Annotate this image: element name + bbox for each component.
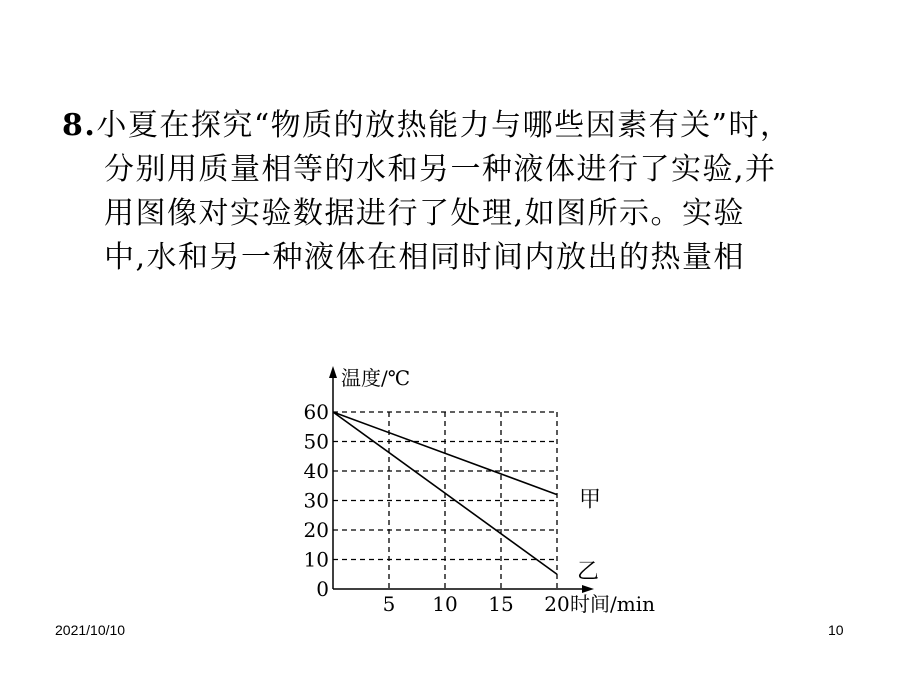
problem-number: 8.	[62, 108, 97, 143]
chart-tick-labels	[304, 400, 570, 616]
y-tick-label: 50	[303, 429, 329, 454]
y-tick-label: 40	[303, 459, 329, 483]
problem-text-line: 分别用质量相等的水和另一种液体进行了实验,并	[104, 152, 777, 187]
footer-date: 2021/10/10	[55, 622, 126, 638]
page-number: 10	[828, 622, 844, 638]
series-label: 乙	[577, 559, 600, 585]
y-axis-label: 温度/℃	[341, 366, 411, 390]
x-tick-label: 5	[382, 592, 396, 616]
problem-text-line: 中,水和另一种液体在相同时间内放出的热量相	[104, 240, 746, 275]
y-tick-label: 0	[316, 577, 329, 601]
problem-text-line: 用图像对实验数据进行了处理,如图所示。实验	[104, 196, 746, 231]
x-tick-label: 10	[432, 592, 458, 616]
y-tick-label: 20	[303, 518, 329, 542]
chart-series	[333, 412, 601, 584]
x-axis-label: 时间/min	[570, 592, 655, 616]
y-tick-label: 60	[303, 400, 329, 424]
y-axis-arrow-icon	[329, 366, 337, 378]
y-tick-label: 10	[303, 547, 329, 572]
series-label: 甲	[579, 487, 602, 513]
x-tick-label: 20	[544, 592, 570, 616]
chart-labels	[341, 366, 655, 616]
y-tick-label: 30	[303, 488, 329, 513]
x-tick-label: 15	[488, 592, 514, 616]
problem-text-line: 小夏在探究“物质的放热能力与哪些因素有关”时，	[96, 108, 792, 143]
chart-grid	[333, 412, 557, 589]
